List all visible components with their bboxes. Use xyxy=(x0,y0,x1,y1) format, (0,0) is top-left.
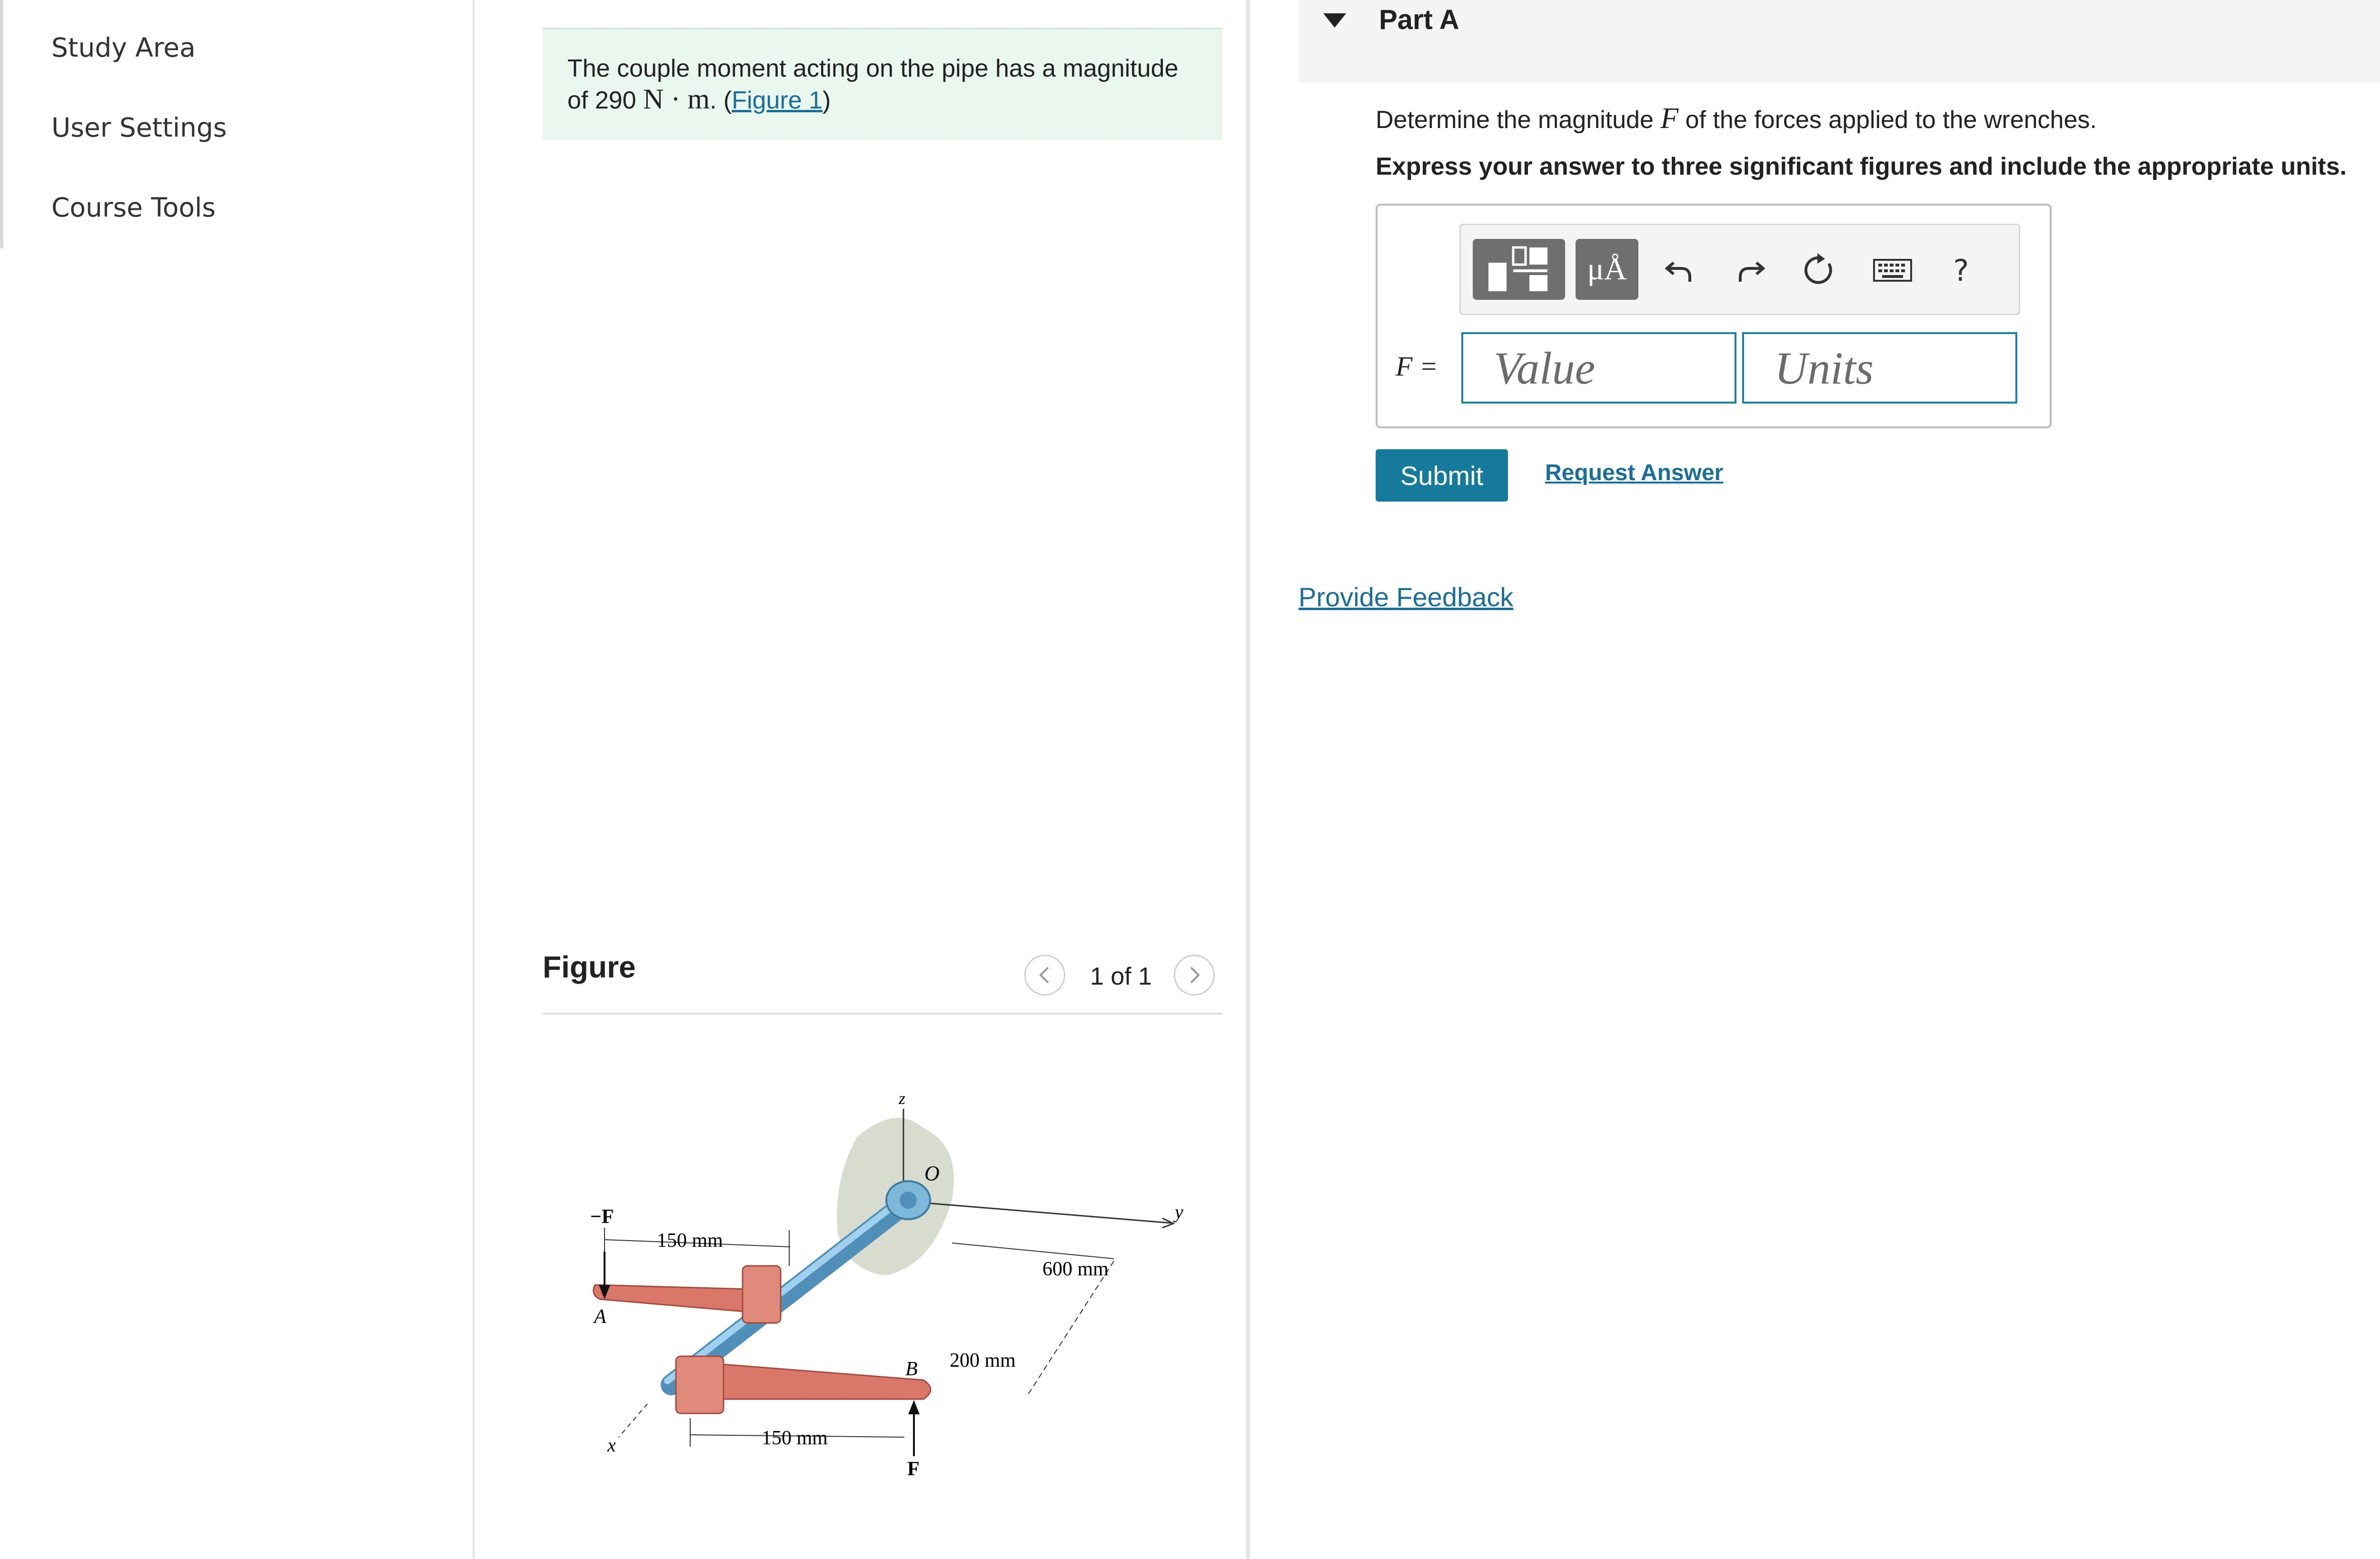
y-axis xyxy=(909,1202,1171,1223)
label-z: z xyxy=(899,1089,906,1108)
chevron-left-icon xyxy=(1037,966,1053,985)
pipe-wrench-figure xyxy=(562,1076,1195,1504)
prompt-after: of the forces applied to the wrenches. xyxy=(1685,106,2097,134)
undo-icon xyxy=(1664,255,1695,286)
units-input[interactable] xyxy=(1742,332,2017,404)
value-input[interactable] xyxy=(1461,332,1736,404)
lower-wrench-jaw xyxy=(676,1356,724,1413)
label-f: F xyxy=(907,1458,920,1480)
part-title: Part A xyxy=(1379,4,1459,35)
label-dim-top: 150 mm xyxy=(657,1230,723,1252)
problem-intro xyxy=(543,28,1222,140)
sidebar-item-user-settings[interactable]: User Settings xyxy=(51,112,227,143)
pane-divider xyxy=(1246,0,1250,1559)
variable-label xyxy=(1396,350,1438,382)
sidebar-active-rule xyxy=(0,0,3,248)
intro-units: N · m xyxy=(643,83,710,115)
sidebar-item-course-tools[interactable]: Course Tools xyxy=(51,192,216,223)
sidebar-item-study-area[interactable]: Study Area xyxy=(51,32,196,63)
collapse-caret-icon[interactable] xyxy=(1323,13,1346,28)
prompt-variable: F xyxy=(1660,102,1679,135)
redo-icon xyxy=(1735,255,1766,286)
submit-button[interactable]: Submit xyxy=(1376,449,1508,502)
figure-pager-text: 1 of 1 xyxy=(1090,963,1152,990)
next-figure-button[interactable] xyxy=(1174,955,1215,996)
variable-label-text: F = xyxy=(1396,351,1438,382)
label-b: B xyxy=(905,1358,918,1380)
part-a-header[interactable] xyxy=(1299,0,2380,83)
flange-hub xyxy=(900,1192,917,1209)
keyboard-button[interactable] xyxy=(1871,247,1914,293)
prompt-before: Determine the magnitude xyxy=(1376,106,1654,134)
request-answer-link[interactable]: Request Answer xyxy=(1545,460,1724,485)
undo-button[interactable] xyxy=(1660,247,1698,293)
dim-line-200 xyxy=(1028,1261,1114,1394)
answer-instruction: Express your answer to three significant figures and include the appropriate units. xyxy=(1376,153,2347,180)
intro-close: ) xyxy=(823,87,831,114)
label-a: A xyxy=(594,1306,606,1328)
reset-icon xyxy=(1803,253,1837,287)
figure-link[interactable]: Figure 1 xyxy=(732,87,823,114)
provide-feedback-link[interactable]: Provide Feedback xyxy=(1299,582,1514,612)
upper-wrench-jaw xyxy=(743,1266,781,1323)
label-dim-bottom: 150 mm xyxy=(762,1427,828,1449)
figure-title: Figure xyxy=(543,950,636,984)
dim-line-600 xyxy=(952,1243,1114,1259)
help-button[interactable]: ? xyxy=(1953,253,1969,288)
label-x: x xyxy=(607,1434,616,1456)
redo-button[interactable] xyxy=(1732,247,1770,293)
label-dim-200: 200 mm xyxy=(950,1350,1016,1372)
keyboard-icon xyxy=(1873,257,1913,284)
reset-button[interactable] xyxy=(1801,247,1839,293)
intro-text: The couple moment acting on the pipe has a magnitude of 290 xyxy=(567,55,1179,114)
intro-after-units: . ( xyxy=(710,87,732,114)
figure-rule xyxy=(543,1013,1222,1015)
force-f-head xyxy=(908,1400,920,1414)
label-dim-600: 600 mm xyxy=(1042,1258,1109,1280)
label-y: y xyxy=(1175,1201,1183,1223)
chevron-right-icon xyxy=(1186,966,1202,985)
label-neg-f: −F xyxy=(590,1206,614,1228)
previous-figure-button[interactable] xyxy=(1024,955,1065,996)
x-axis xyxy=(619,1404,647,1437)
sidebar-divider xyxy=(473,0,475,1559)
units-button[interactable]: μÅ xyxy=(1576,239,1638,300)
question-prompt xyxy=(1376,102,2097,136)
label-o: O xyxy=(924,1162,940,1185)
templates-button[interactable] xyxy=(1473,239,1565,300)
templates-icon xyxy=(1486,245,1552,294)
